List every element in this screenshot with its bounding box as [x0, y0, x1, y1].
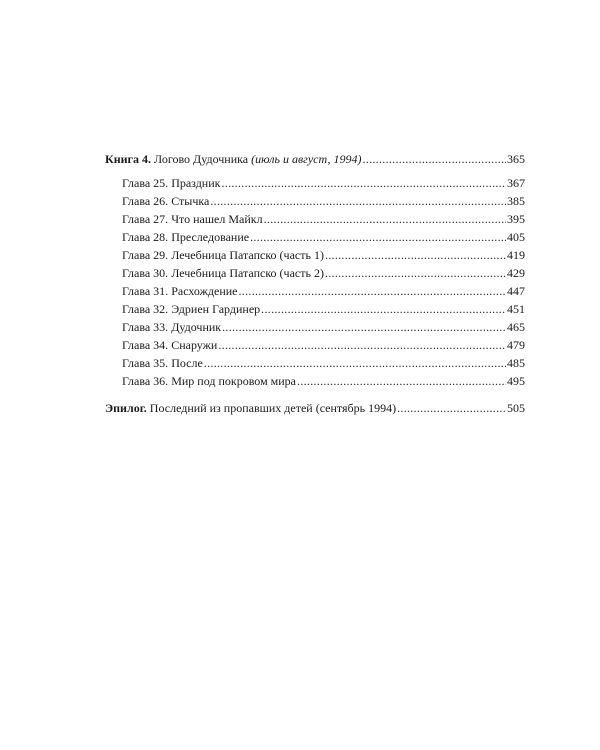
chapter-title: Лечебница Патапско (часть 1) [171, 248, 324, 262]
table-of-contents [105, 150, 525, 417]
dot-leader [218, 336, 506, 354]
toc-entry-chapter-25[interactable] [105, 174, 525, 192]
dot-leader [264, 210, 506, 228]
chapter-page-number: 405 [507, 230, 525, 244]
toc-entry-chapter-26[interactable] [105, 192, 525, 210]
chapter-page-number: 367 [507, 176, 525, 190]
dot-leader [362, 150, 506, 168]
epilogue-page-number: 505 [507, 401, 525, 415]
chapter-title: Преследование [171, 230, 250, 244]
chapter-page-number: 451 [507, 302, 525, 316]
dot-leader [261, 300, 506, 318]
toc-entry-chapter-33[interactable] [105, 318, 525, 336]
book-label: Книга 4. [105, 152, 151, 166]
chapter-title: Праздник [171, 176, 221, 190]
chapter-page-number: 419 [507, 248, 525, 262]
dot-leader [325, 246, 506, 264]
dot-leader [250, 228, 506, 246]
chapter-label: Глава 28. [122, 230, 169, 244]
chapter-title: Расхождение [171, 284, 238, 298]
chapter-page-number: 395 [507, 212, 525, 226]
book-dates: (июль и август, 1994) [251, 152, 362, 166]
toc-entry-chapter-36[interactable] [105, 372, 525, 390]
chapter-title: Лечебница Патапско (часть 2) [171, 266, 324, 280]
chapter-title: Стычка [171, 194, 210, 208]
chapter-label: Глава 25. [122, 176, 169, 190]
chapter-page-number: 447 [507, 284, 525, 298]
chapter-page-number: 479 [507, 338, 525, 352]
chapter-label: Глава 30. [122, 266, 169, 280]
chapter-label: Глава 34. [122, 338, 169, 352]
chapter-label: Глава 29. [122, 248, 169, 262]
epilogue-label: Эпилог. [105, 401, 147, 415]
chapter-title: Снаружи [171, 338, 218, 352]
dot-leader [210, 192, 506, 210]
dot-leader [397, 399, 506, 417]
dot-leader [222, 318, 506, 336]
chapter-title: Мир под покровом мира [171, 374, 297, 388]
toc-entry-chapter-35[interactable] [105, 354, 525, 372]
chapter-label: Глава 35. [122, 356, 169, 370]
chapter-label: Глава 26. [122, 194, 169, 208]
chapter-page-number: 495 [507, 374, 525, 388]
toc-entry-book-4[interactable] [105, 150, 525, 168]
chapter-label: Глава 32. [122, 302, 169, 316]
dot-leader [325, 264, 506, 282]
dot-leader [297, 372, 506, 390]
toc-entry-chapter-29[interactable] [105, 246, 525, 264]
dot-leader [239, 282, 507, 300]
toc-entry-chapter-32[interactable] [105, 300, 525, 318]
dot-leader [204, 354, 506, 372]
book-page-number: 365 [507, 152, 525, 166]
chapter-title: Дудочник [171, 320, 222, 334]
chapter-title: Что нашел Майкл [171, 212, 263, 226]
chapter-label: Глава 36. [122, 374, 169, 388]
chapter-page-number: 465 [507, 320, 525, 334]
epilogue-title: Последний из пропавших детей (сентябрь 1994) [149, 401, 397, 415]
chapter-label: Глава 31. [122, 284, 169, 298]
toc-entry-chapter-27[interactable] [105, 210, 525, 228]
toc-entry-chapter-30[interactable] [105, 264, 525, 282]
chapter-title: После [171, 356, 203, 370]
chapter-page-number: 429 [507, 266, 525, 280]
dot-leader [221, 174, 506, 192]
toc-entry-epilogue[interactable] [105, 399, 525, 417]
chapter-page-number: 485 [507, 356, 525, 370]
chapter-page-number: 385 [507, 194, 525, 208]
toc-entry-chapter-31[interactable] [105, 282, 525, 300]
chapter-label: Глава 27. [122, 212, 169, 226]
chapter-title: Эдриен Гардинер [171, 302, 261, 316]
toc-entry-chapter-28[interactable] [105, 228, 525, 246]
toc-entry-chapter-34[interactable] [105, 336, 525, 354]
book-title: Логово Дудочника [153, 152, 249, 166]
chapter-label: Глава 33. [122, 320, 169, 334]
